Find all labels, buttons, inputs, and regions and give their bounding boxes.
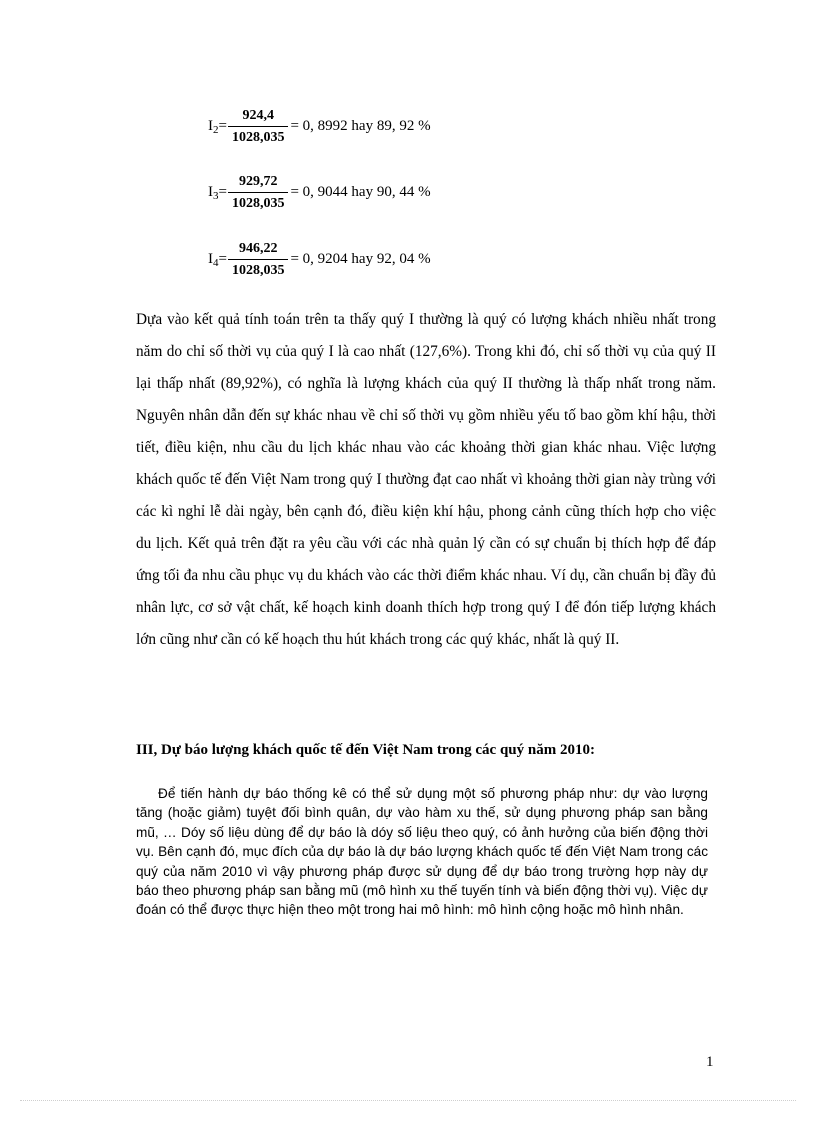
- formula-i3: I $_3$ = $\frac{929,72}{1028,035}$ = 0, 9044 hay 90, 44 %: [208, 173, 431, 211]
- fraction: [228, 240, 289, 279]
- fraction: [228, 173, 289, 212]
- formula-index: 4: [213, 256, 219, 269]
- formula-symbol: I: [208, 250, 213, 267]
- formula-index: 3: [213, 189, 219, 202]
- formula-result: = 0, 8992 hay 89, 92 %: [290, 117, 431, 134]
- formula-lhs: [208, 184, 219, 201]
- formula-lhs: [208, 118, 219, 135]
- page-number: 1: [706, 1054, 714, 1070]
- formula-i4: I $_4$ = $\frac{946,22}{1028,035}$ = 0, 9204 hay 92, 04 %: [208, 240, 431, 278]
- formula-result: = 0, 9204 hay 92, 04 %: [290, 250, 431, 267]
- page-footer-divider: [20, 1100, 796, 1101]
- fraction-numerator: 929,72: [238, 173, 278, 189]
- fraction-denominator: 1028,035: [231, 195, 285, 211]
- formula-symbol: I: [208, 183, 213, 200]
- formula-lhs: [208, 251, 219, 268]
- fraction: [228, 107, 289, 146]
- forecast-paragraph: Để tiến hành dự báo thống kê có thể sử dụng một số phương pháp như: dự vào lượng tăng (hoặc giảm) tuyệt đối bình quân, dự vào hàm xu thế, sử dụng phương pháp san bằng mũ, … Dóy số liệu dùng để dự báo là dóy số liệu theo quý, có ảnh hưởng của biến động thời vụ. Bên cạnh đó, mục đích của dự báo là dự báo lượng khách quốc tế đến Việt Nam trong các quý của năm 2010 vì vậy phương pháp được sử dụng để dự báo trong trường hợp này dự báo theo phương pháp san bằng mũ (mô hình xu thế tuyến tính và biến động thời vụ). Việc dự đoán có thể được thực hiện theo một trong hai mô hình: mô hình cộng hoặc mô hình nhân.: [136, 786, 708, 918]
- analysis-paragraph: Dựa vào kết quả tính toán trên ta thấy quý I thường là quý có lượng khách nhiều nhất trong năm do chỉ số thời vụ của quý I là cao nhất (127,6%). Trong khi đó, chỉ số thời vụ của quý II lại thấp nhất (89,92%), có nghĩa là lượng khách của quý II thường là thấp nhất trong năm. Nguyên nhân dẫn đến sự khác nhau về chỉ số thời vụ gồm nhiều yếu tố bao gồm khí hậu, thời tiết, điều kiện, nhu cầu du lịch khác nhau vào các khoảng thời gian khác nhau. Việc lượng khách quốc tế đến Việt Nam trong quý I thường đạt cao nhất vì khoảng thời gian này trùng với các kì nghỉ lễ dài ngày, bên cạnh đó, điều kiện khí hậu, phong cảnh cũng thích hợp cho việc du lịch. Kết quả trên đặt ra yêu cầu với các nhà quản lý cần có sự chuẩn bị thích hợp để đáp ứng tối đa nhu cầu phục vụ du khách vào các thời điểm khác nhau. Ví dụ, cần chuẩn bị đầy đủ nhân lực, cơ sở vật chất, kế hoạch kinh doanh thích hợp trong quý I để đón tiếp lượng khách lớn cũng như cần có kế hoạch thu hút khách trong các quý khác, nhất là quý II.: [136, 311, 716, 648]
- fraction-denominator: 1028,035: [231, 129, 285, 145]
- formula-symbol: I: [208, 117, 213, 134]
- formula-index: 2: [213, 123, 219, 136]
- section-heading: III, Dự báo lượng khách quốc tế đến Việt Nam trong các quý năm 2010:: [136, 742, 595, 758]
- formula-i2: I $_2$ = $\frac{924,4}{1028,035}$ = 0, 8992 hay 89, 92 %: [208, 107, 431, 145]
- fraction-numerator: 924,4: [242, 107, 274, 123]
- fraction-numerator: 946,22: [238, 240, 278, 256]
- formula-result: = 0, 9044 hay 90, 44 %: [290, 183, 431, 200]
- fraction-denominator: 1028,035: [231, 262, 285, 278]
